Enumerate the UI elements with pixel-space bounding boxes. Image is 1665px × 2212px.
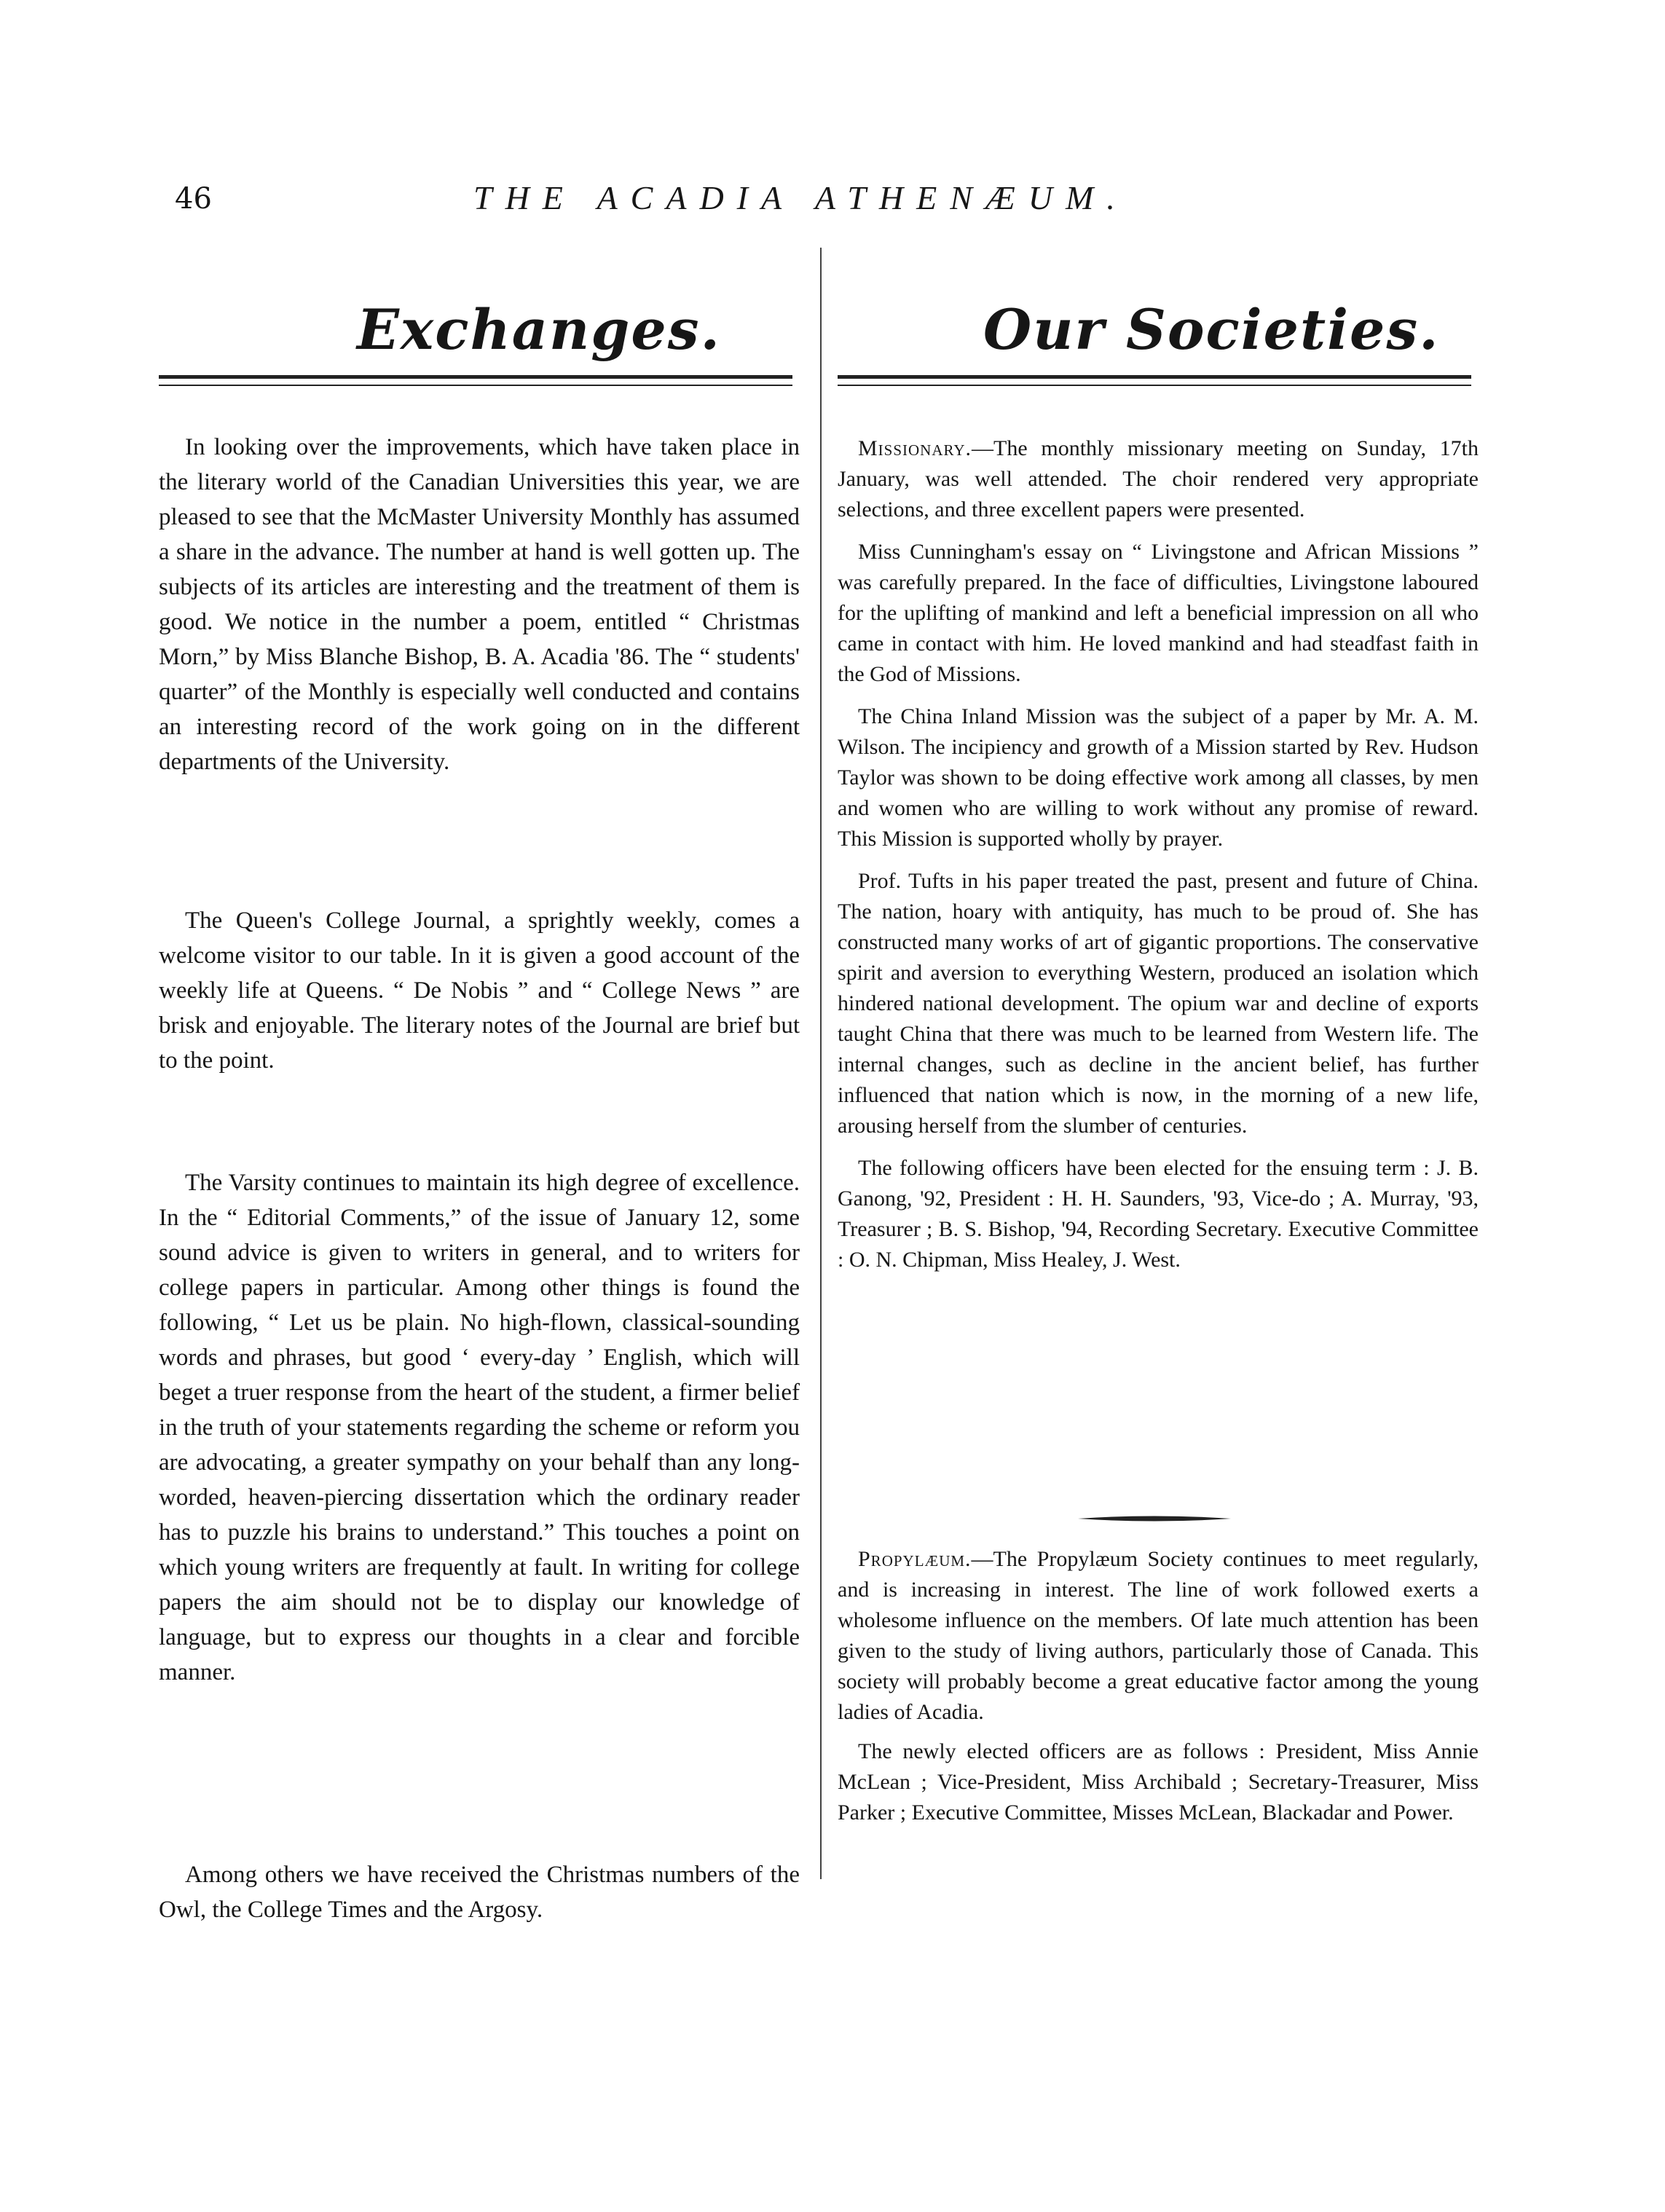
missionary-intro: Missionary.—The monthly missionary meeting on Sunday, 17th January, was well attended. The choir rendered very appropriate selections, and three excellent papers were presented.	[838, 436, 1479, 521]
exchanges-paragraph-mcmaster: In looking over the improvements, which have taken place in the literary world of the Canadian Universities this year, we are pleased to see that the McMaster University Monthly has assumed a share in the advance. The number at hand is well gotten up. The subjects of its articles are interesting and the treatment of them is good. We notice in the number a poem, entitled “ Christmas Morn,” by Miss Blanche Bishop, B. A. Acadia '86. The “ students' quarter” of the Monthly is especially well conducted and contains an interesting record of the work going on in the different departments of the University.	[159, 434, 800, 775]
propylaeum-heading: Propylæum.	[858, 1547, 972, 1571]
exchanges-paragraph-queens: The Queen's College Journal, a sprightly weekly, comes a welcome visitor to our table. In it is given a good account of the weekly life at Queens. “ De Nobis ” and “ College News ” are brisk and enjoyable. The literary notes of the Journal are brief but to the point.	[159, 908, 800, 1074]
column-divider	[820, 248, 822, 1879]
page-number: 46	[175, 182, 212, 216]
title-rule-left	[159, 375, 792, 379]
missionary-heading: Missionary.	[858, 436, 972, 460]
missionary-paragraph-tufts: Prof. Tufts in his paper treated the past, present and future of China. The nation, hoary with antiquity, has much to be proud of. She has constructed many works of art of gigantic proportions. The conservative spirit and aversion to everything Western, produced an isolation which hindered national development. The opium war and decline of exports taught China that there was much to be learned from Western life. The internal changes, such as decline in the ancient belief, has further influenced that nation which is now, in the morning of a new life, arousing herself from the slumber of centuries.	[838, 869, 1479, 1138]
running-title: THE ACADIA ATHENÆUM.	[473, 179, 1128, 216]
propylaeum-paragraph-officers: The newly elected officers are as follows : President, Miss Annie McLean ; Vice-President, Miss Archibald ; Secretary-Treasurer, Miss Parker ; Executive Committee, Misses McLean, Blackadar and Power.	[838, 1739, 1479, 1825]
missionary-section	[838, 433, 1479, 1275]
missionary-paragraph-officers: The following officers have been elected for the ensuing term : J. B. Ganong, '92, President : H. H. Saunders, '93, Vice-do ; A. Murray, '93, Treasurer ; B. S. Bishop, '94, Recording Secretary. Executive Committee : O. N. Chipman, Miss Healey, J. West.	[838, 1156, 1479, 1272]
missionary-paragraph-china-inland: The China Inland Mission was the subject of a paper by Mr. A. M. Wilson. The incipiency and growth of a Mission started by Rev. Hudson Taylor was shown to be doing effective work among all classes, by men and women who are willing to work without any promise of reward. This Mission is supported wholly by prayer.	[838, 704, 1479, 851]
propylaeum-intro: Propylæum.—The Propylæum Society continues to meet regularly, and is increasing in interest. The line of work followed exerts a wholesome influence on the members. Of late much attention has been given to the study of living authors, particularly those of Canada. This society will probably become a great educative factor among the young ladies of Acadia.	[838, 1547, 1479, 1724]
exchanges-title: Exchanges.	[357, 297, 722, 362]
title-rule-right-thin	[838, 385, 1471, 386]
section-separator-ornament	[1078, 1515, 1231, 1522]
title-rule-right	[838, 375, 1471, 379]
exchanges-paragraph-varsity: The Varsity continues to maintain its high degree of excellence. In the “ Editorial Comments,” of the issue of January 12, some sound advice is given to writers in general, and to writers for college papers in particular. Among other things is found the following, “ Let us be plain. No high-flown, classical-sounding words and phrases, but good ‘ every-day ’ English, which will beget a truer response from the heart of the student, a firmer belief in the truth of your statements regarding the scheme or reform you are advocating, a greater sympathy on your behalf than any long-worded, heaven-piercing dissertation which the ordinary reader has to puzzle his brains to understand.” This touches a point on which young writers are frequently at fault. In writing for college papers the aim should not be to display our knowledge of language, but to express our thoughts in a clear and forcible manner.	[159, 1170, 800, 1685]
propylaeum-section	[838, 1544, 1479, 1828]
missionary-paragraph-livingstone: Miss Cunningham's essay on “ Livingstone and African Missions ” was carefully prepared. In the face of difficulties, Livingstone laboured for the uplifting of mankind and left a beneficial impression on all who came in contact with him. He loved mankind and had steadfast faith in the God of Missions.	[838, 540, 1479, 686]
our-societies-title: Our Societies.	[983, 297, 1440, 362]
exchanges-paragraph-christmas: Among others we have received the Christmas numbers of the Owl, the College Times and the Argosy.	[159, 1862, 800, 1923]
title-rule-left-thin	[159, 385, 792, 386]
